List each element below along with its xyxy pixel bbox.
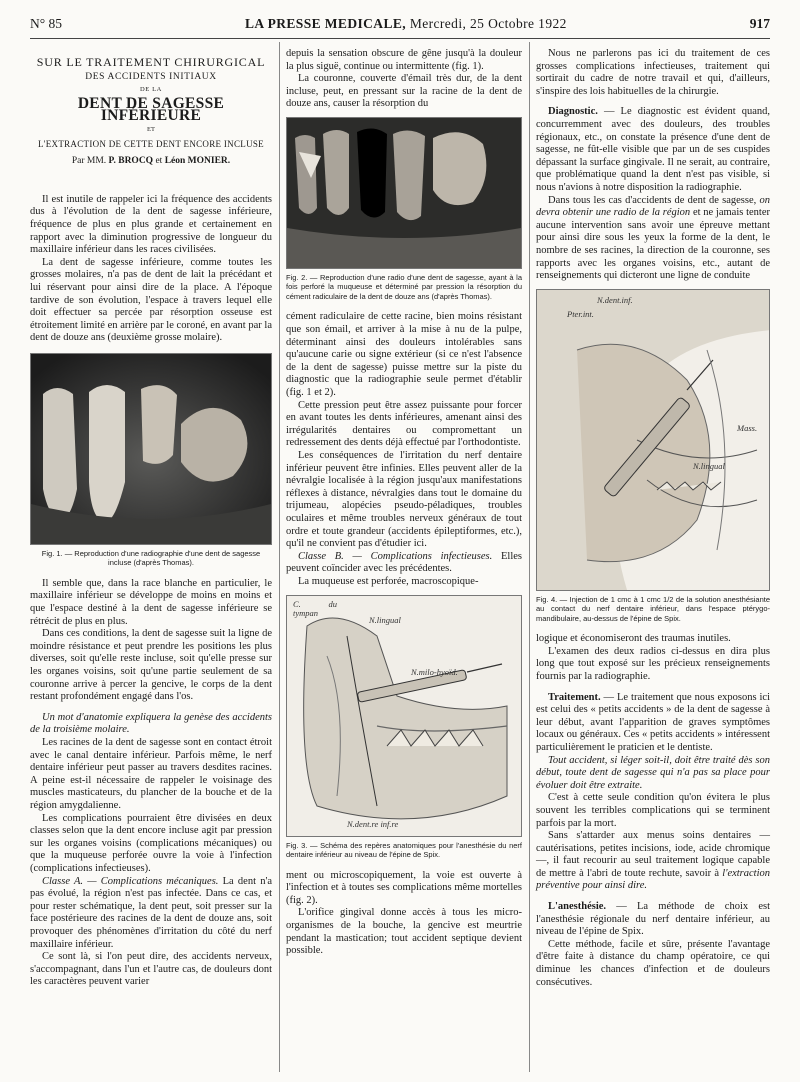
paragraph: L'anesthésie. — La méthode de choix est l'anesthésie régionale du nerf dentaire inférieur, au niveau de l'épine de Spix. bbox=[536, 901, 770, 938]
paragraph: Sans s'attarder aux menus soins dentaires — cautérisations, petites incisions, iode, acide chromique —, il faut recourir au seul traitement logique capable de mettre à l'abri de toute rechute, savoir à l'extraction préventive pour ainsi dire. bbox=[536, 830, 771, 892]
paragraph: Il est inutile de rappeler ici la fréquence des accidents dus à l'évolution de la dent de sagesse inférieure, fréquence de plus en plus grande et certainement en rapport avec la diminution progressive de longueur du maxillaire inférieur dans les races civilisées. bbox=[30, 193, 272, 256]
paragraph: Les conséquences de l'irritation du nerf dentaire inférieur peuvent être infinies. Elles peuvent aller de la névralgie localisée à la région jusqu'aux manifestations réflexes à distance, névralgies dans tout le domaine du trijumeau, alopécies pseudo-péladiques, troubles oculaires et même troubles nerveux généraux de tout ordre et toute grandeur (accidents épileptiformes, etc.), qu'il ne convient pas d'étudier ici. bbox=[286, 450, 522, 550]
column-rule bbox=[279, 42, 280, 1072]
figure-1-radiograph bbox=[30, 353, 272, 545]
column-2 bbox=[286, 48, 522, 958]
page-number: 917 bbox=[749, 16, 770, 31]
column-3 bbox=[536, 48, 770, 989]
label-mass: Mass. bbox=[737, 422, 758, 433]
journal-title: LA PRESSE MEDICALE, Mercredi, 25 Octobre 1922 bbox=[245, 16, 567, 31]
figure-3-caption: Fig. 3. — Schéma des repères anatomiques pour l'anesthésie du nerf dentaire inférieur au niveau de l'épine de Spix. bbox=[286, 840, 522, 860]
paragraph: Classe A. — Complications mécaniques. La dent n'a pas évolué, la région n'est pas infectée. Dans ce cas, et pour rester schématique, la dent peut, soit presser sur la face postérieure des racines de la dent de douze ans, soit provoquer des phénomènes d'irritation du côté du nerf maxillaire inférieur. bbox=[30, 875, 272, 950]
column-rule bbox=[529, 42, 530, 1072]
paragraph: Les racines de la dent de sagesse sont en contact étroit avec le canal dentaire inférieur. Parfois même, le nerf dentaire inférieur peut passer au travers desdites racines. A peine est-il nécessaire de rappeler le voisinage des muscles masticateurs, du plancher de la bouche et de la région amygdalienne. bbox=[30, 737, 272, 811]
paragraph: Cette méthode, facile et sûre, présente l'avantage d'être faite à distance du champ opératoire, ce qui diminue les chances d'infection et de douleurs consécutives. bbox=[536, 938, 770, 988]
paragraph: C'est à cette seule condition qu'on évitera le plus souvent les terribles complications qui se terminent parfois par la mort. bbox=[536, 792, 770, 829]
paragraph: cément radiculaire de cette racine, bien moins résistant que son émail, et arriver à la mise à nu de la pulpe, déterminant ainsi des douleurs intolérables sans qu'aucune carie ou signe extérieur (si ce n'est l'absence de la dent de sagesse) puisse mettre sur la piste du diagnostic que la radiographie seule permet d'établir (fig. 1 et 2). bbox=[286, 311, 522, 399]
paragraph: Les complications pourraient être divisées en deux classes selon que la dent encore incluse agit par pression sur les organes voisins (complications mécaniques) ou que la muqueuse perforée ouvre la voie à l'infection (complications infectieuses). bbox=[30, 812, 272, 874]
paragraph: Classe B. — Complications infectieuses. Elles peuvent coïncider avec les précédentes. bbox=[286, 550, 522, 575]
de-la: DE LA bbox=[140, 86, 162, 94]
paragraph: ment ou microscopiquement, la voie est ouverte à l'infection et à toutes ses complications même mortelles (fig. 2). bbox=[286, 869, 522, 906]
et: ET bbox=[147, 125, 155, 133]
paragraph: Dans ces conditions, la dent de sagesse suit la ligne de moindre résistance et peut prendre les positions les plus diverses, soit qu'elle reste incluse, soit qu'elle presse sur les organes voisins, soit qu'une partie seulement de sa couronne arrive à percer la gencive, le corps de la dent restant profondément engagé dans l'os. bbox=[30, 628, 272, 703]
paragraph: Ce sont là, si l'on peut dire, des accidents nerveux, s'accompagnant, dans l'un et l'autre cas, de douleurs dont les caractères peuvent varier bbox=[30, 951, 272, 988]
paragraph: depuis la sensation obscure de gêne jusqu'à la douleur la plus siguë, continue ou intermittente (fig. 1). bbox=[286, 48, 522, 72]
paragraph: Nous ne parlerons pas ici du traitement de ces grosses complications infectieuses, traitement qui sortirait du cadre de notre travail et qui, d'ailleurs, s'inspire des lois habituelles de la chirurgie. bbox=[536, 48, 770, 97]
byline: Par MM. P. BROCQ et Léon MONIER. bbox=[71, 156, 231, 167]
label-n-dent-inf: N.dent.inf. bbox=[597, 294, 633, 305]
paragraph: L'examen des deux radios ci-dessus en dira plus long que tout exposé sur les précieux renseignements fournis par la radiographie. bbox=[536, 645, 770, 682]
author-2: Léon MONIER. bbox=[164, 156, 231, 167]
label-c-du-tympan: C. du tympan bbox=[293, 598, 337, 618]
label-n-dent-inf: N.dent.re inf.re bbox=[347, 818, 399, 829]
kicker: SUR LE TRAITEMENT CHIRURGICAL bbox=[36, 55, 266, 69]
page-header bbox=[30, 16, 770, 39]
paragraph: Diagnostic. — Le diagnostic est évident quand, concurremment avec des douleurs, des troubles régionaux, etc., on constate la présence d'une dent de sagesse, ne fût-elle visible que par un de ses cuspides dépassant la surface gingivale. Il ne serait, au contraire, que problématique quand la dent n'est pas visible, si nous n'avions à notre disposition la radiographie. bbox=[536, 106, 770, 193]
paragraph: logique et économiseront des traumas inutiles. bbox=[536, 633, 731, 645]
label-n-lingual: N.lingual bbox=[693, 460, 725, 471]
figure-2-caption: Fig. 2. — Reproduction d'une radio d'une dent de sagesse, ayant à la fois perforé la muqueuse et déterminé par pression la résorption du cément radiculaire de la dent de douze ans (d'après Thomas). bbox=[286, 272, 522, 301]
article-title: DENT DE SAGESSE INFÉRIEURE bbox=[77, 94, 225, 125]
paragraph: Tout accident, si léger soit-il, doit être traité dès son début, toute dent de sagesse qui n'a pas sa place pour évoluer doit être extraite. bbox=[536, 754, 770, 791]
figure-1-caption: Fig. 1. — Reproduction d'une radiographie d'une dent de sagesse incluse (d'après Thomas). bbox=[41, 548, 261, 568]
paragraph: Il semble que, dans la race blanche en particulier, le maxillaire inférieur se développe de moins en moins et que l'espace destiné à la dent de sagesse inférieure se rétrécit de plus en plus. bbox=[30, 577, 272, 627]
kicker-2: DES ACCIDENTS INITIAUX bbox=[85, 71, 217, 82]
issue-number: N° 85 bbox=[30, 16, 63, 31]
label-n-lingual: N.lingual bbox=[369, 614, 401, 625]
figure-4-caption: Fig. 4. — Injection de 1 cmc à 1 cmc 1/2 de la solution anesthésiante au contact du nerf dentaire inférieur, dans l'espace ptérygo-mandibulaire, au-dessus de l'épine de Spix. bbox=[536, 594, 770, 623]
paragraph: Dans tous les cas d'accidents de dent de sagesse, on devra obtenir une radio de la région et ne jamais tenter aucune intervention sans avoir une épreuve mettant pour ainsi dire sous les yeux la forme de la dent, le nombre de ses racines, la direction de la couronne, ses rapports avec les organes voisins, etc., autant de renseignements qui dicteront une ligne de conduite bbox=[536, 194, 771, 282]
column-1 bbox=[30, 48, 272, 989]
figure-2-radiograph bbox=[286, 117, 522, 269]
paragraph: La dent de sagesse inférieure, comme toutes les grosses molaires, n'a pas de dent de lait la précédant et lui réservant pour ainsi dire de la place. A l'époque tardive de son évolution, l'espace à travers lequel elle doit effectuer sa percée par résorption osseuse est étroitement limité en arrière par le coroné, en avant par la dent de douze ans (deuxième grosse molaire). bbox=[30, 256, 272, 344]
figure-3-jaw-diagram bbox=[286, 595, 522, 837]
paragraph: La couronne, couverte d'émail très dur, de la dent incluse, peut, en pressant sur la racine de la dent de douze ans, causer la résorption du bbox=[286, 73, 522, 110]
paragraph: Traitement. — Le traitement que nous exposons ici est celui des « petits accidents » de la dent de sagesse à leur début, avant l'apparition de graves symptômes locaux ou généraux. Ces « petits accidents » intéressent particulièrement le praticien et le dentiste. bbox=[536, 691, 771, 753]
article-title-2: L'EXTRACTION DE CETTE DENT ENCORE INCLUSE bbox=[38, 138, 264, 149]
label-n-milo-hyoid: N.milo-hyoïd. bbox=[411, 666, 458, 677]
paragraph: L'orifice gingival donne accès à tous les micro-organismes de la bouche, la gencive est meurtrie pendant la mastication; tout accident septique devient possible. bbox=[286, 907, 522, 957]
paragraph: Un mot d'anatomie expliquera la genèse des accidents de la troisième molaire. bbox=[30, 711, 272, 736]
article-title-block bbox=[30, 56, 272, 168]
label-pter-int: Pter.int. bbox=[567, 308, 594, 319]
issue-date: Mercredi, 25 Octobre 1922 bbox=[409, 16, 567, 31]
author-1: P. BROCQ bbox=[108, 156, 154, 167]
paragraph: La muqueuse est perforée, macroscopique- bbox=[298, 575, 479, 587]
paragraph: Cette pression peut être assez puissante pour forcer en avant toutes les dents inférieures, amenant ainsi des irrégularités dentaires ou compromettant un redressement des dents déjà effectué par l'orthodontiste. bbox=[286, 399, 522, 449]
figure-4-injection-diagram bbox=[536, 289, 770, 591]
